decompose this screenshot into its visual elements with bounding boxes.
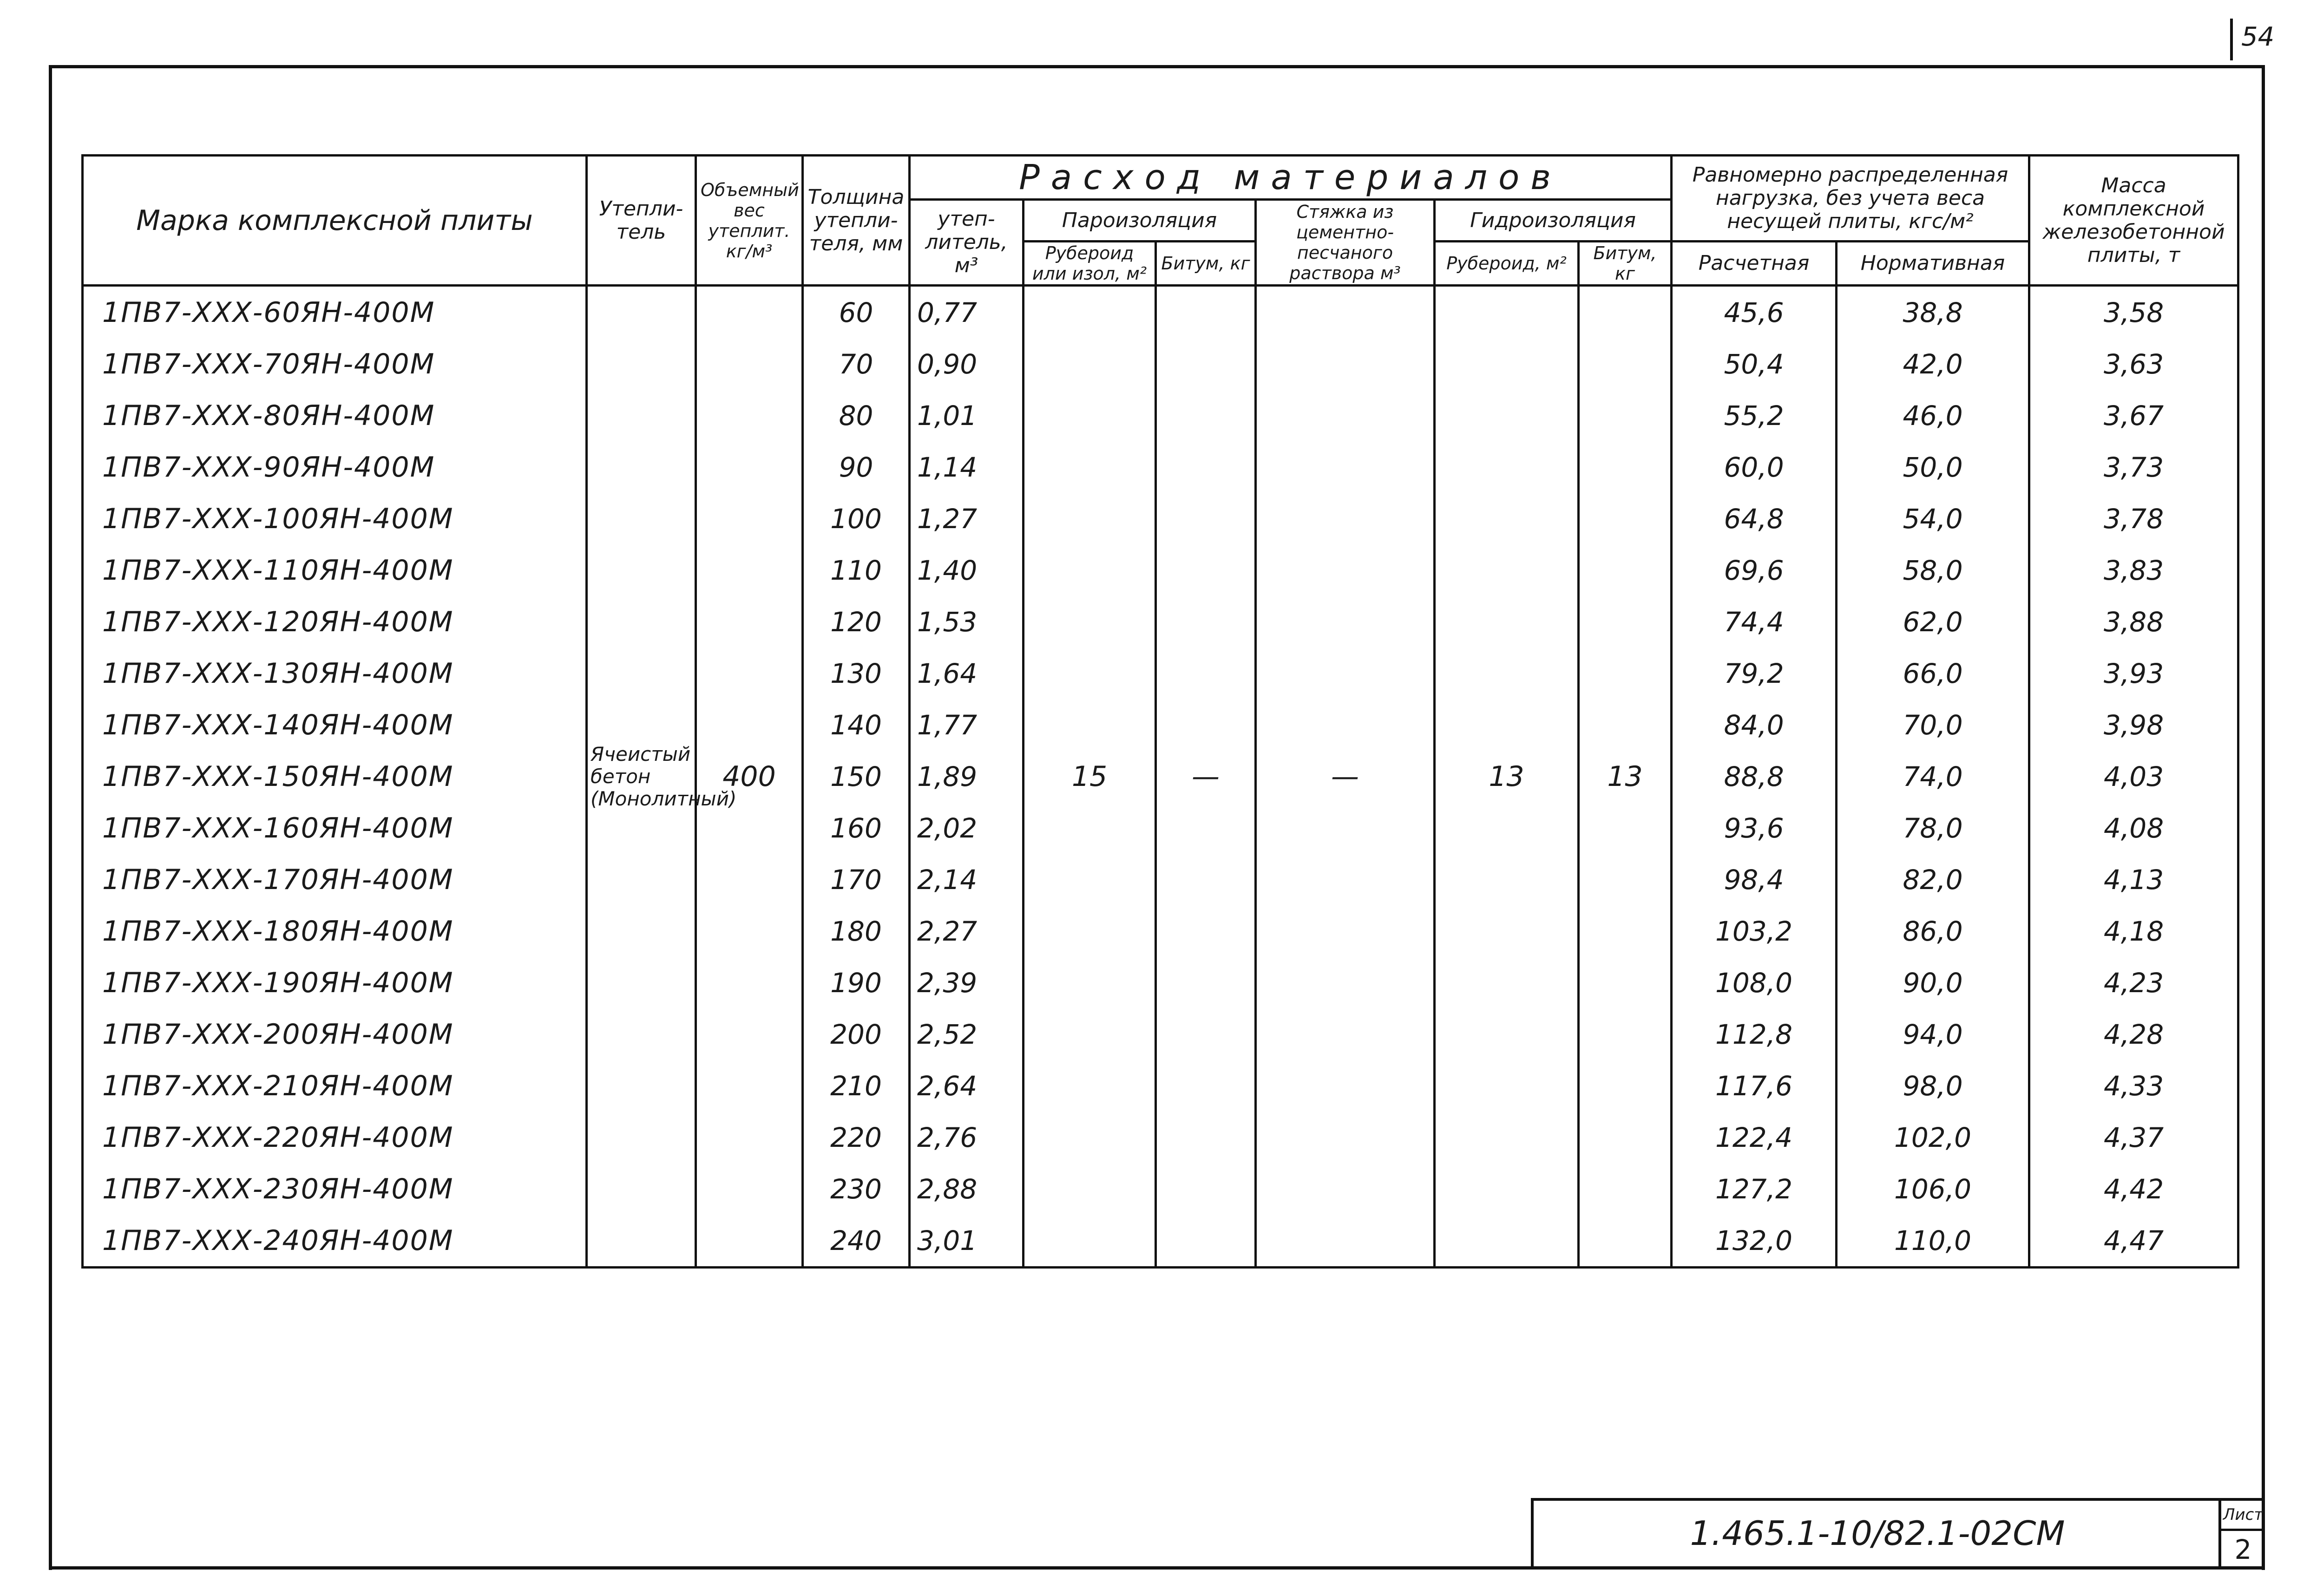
header-paroizolyaciya: Пароизоляция — [1024, 200, 1256, 242]
cell-massa: 3,93 — [2029, 648, 2238, 699]
cell-normativnaya: 70,0 — [1837, 699, 2029, 751]
cell-massa: 3,83 — [2029, 544, 2238, 596]
header-uteplitel: Утепли-тель — [587, 156, 696, 286]
cell-massa: 4,23 — [2029, 957, 2238, 1008]
header-massa: Масса комплексной железобетонной плиты, т — [2029, 156, 2238, 286]
table-row — [83, 286, 2238, 339]
cell-marka: 1ПВ7-ХХХ-180ЯН-400М — [83, 905, 587, 957]
cell-uteplitel-m3: 0,90 — [910, 338, 1024, 390]
cell-uteplitel-m3: 1,89 — [910, 751, 1024, 802]
cell-uteplitel-m3: 2,39 — [910, 957, 1024, 1008]
header-gidroizolyaciya: Гидроизоляция — [1435, 200, 1672, 242]
cell-marka: 1ПВ7-ХХХ-130ЯН-400М — [83, 648, 587, 699]
cell-massa: 3,58 — [2029, 286, 2238, 339]
cell-gidro-ruberoid: 13 — [1435, 286, 1579, 1268]
document-code: 1.465.1-10/82.1-02СМ — [1690, 1514, 2065, 1553]
cell-tolshchina: 220 — [803, 1112, 910, 1163]
cell-massa: 4,47 — [2029, 1215, 2238, 1268]
cell-raschetnaya: 117,6 — [1672, 1060, 1837, 1112]
cell-uteplitel-m3: 1,01 — [910, 390, 1024, 441]
header-uteplitel-m3: утеп-литель, м³ — [910, 200, 1024, 286]
cell-massa: 4,28 — [2029, 1008, 2238, 1060]
cell-tolshchina: 140 — [803, 699, 910, 751]
cell-raschetnaya: 69,6 — [1672, 544, 1837, 596]
cell-raschetnaya: 127,2 — [1672, 1163, 1837, 1215]
cell-massa: 3,67 — [2029, 390, 2238, 441]
cell-raschetnaya: 55,2 — [1672, 390, 1837, 441]
sheet-cell — [2218, 1501, 2265, 1568]
cell-normativnaya: 54,0 — [1837, 493, 2029, 544]
cell-tolshchina: 170 — [803, 854, 910, 905]
cell-normativnaya: 102,0 — [1837, 1112, 2029, 1163]
cell-tolshchina: 230 — [803, 1163, 910, 1215]
cell-normativnaya: 90,0 — [1837, 957, 2029, 1008]
cell-normativnaya: 62,0 — [1837, 596, 2029, 648]
header-bitum-par: Битум, кг — [1156, 242, 1256, 286]
cell-tolshchina: 110 — [803, 544, 910, 596]
cell-uteplitel-m3: 2,27 — [910, 905, 1024, 957]
cell-uteplitel-m3: 3,01 — [910, 1215, 1024, 1268]
cell-raschetnaya: 50,4 — [1672, 338, 1837, 390]
cell-marka: 1ПВ7-ХХХ-80ЯН-400М — [83, 390, 587, 441]
cell-uteplitel-m3: 1,77 — [910, 699, 1024, 751]
cell-normativnaya: 98,0 — [1837, 1060, 2029, 1112]
cell-normativnaya: 50,0 — [1837, 441, 2029, 493]
cell-tolshchina: 80 — [803, 390, 910, 441]
cell-raschetnaya: 74,4 — [1672, 596, 1837, 648]
cell-marka: 1ПВ7-ХХХ-240ЯН-400М — [83, 1215, 587, 1268]
cell-normativnaya: 58,0 — [1837, 544, 2029, 596]
cell-material: Ячеистый бетон (Монолитный) — [587, 286, 696, 1268]
cell-marka: 1ПВ7-ХХХ-150ЯН-400М — [83, 751, 587, 802]
cell-paro-ruberoid: 15 — [1024, 286, 1156, 1268]
header-marka: Марка комплексной плиты — [83, 156, 587, 286]
cell-raschetnaya: 45,6 — [1672, 286, 1837, 339]
cell-marka: 1ПВ7-ХХХ-160ЯН-400М — [83, 802, 587, 854]
cell-tolshchina: 200 — [803, 1008, 910, 1060]
cell-uteplitel-m3: 2,76 — [910, 1112, 1024, 1163]
cell-ves: 400 — [696, 286, 803, 1268]
cell-raschetnaya: 98,4 — [1672, 854, 1837, 905]
cell-raschetnaya: 64,8 — [1672, 493, 1837, 544]
cell-raschetnaya: 79,2 — [1672, 648, 1837, 699]
cell-uteplitel-m3: 1,53 — [910, 596, 1024, 648]
cell-marka: 1ПВ7-ХХХ-220ЯН-400М — [83, 1112, 587, 1163]
cell-tolshchina: 240 — [803, 1215, 910, 1268]
cell-uteplitel-m3: 1,40 — [910, 544, 1024, 596]
cell-tolshchina: 70 — [803, 338, 910, 390]
cell-uteplitel-m3: 2,88 — [910, 1163, 1024, 1215]
materials-table — [81, 154, 2239, 1269]
cell-massa: 3,78 — [2029, 493, 2238, 544]
header-ruberoid-izol: Рубероид или изол, м² — [1024, 242, 1156, 286]
cell-marka: 1ПВ7-ХХХ-120ЯН-400М — [83, 596, 587, 648]
cell-uteplitel-m3: 2,14 — [910, 854, 1024, 905]
page-number: 54 — [2230, 19, 2274, 60]
cell-massa: 4,18 — [2029, 905, 2238, 957]
cell-marka: 1ПВ7-ХХХ-140ЯН-400М — [83, 699, 587, 751]
cell-normativnaya: 42,0 — [1837, 338, 2029, 390]
cell-gidro-bitum: 13 — [1579, 286, 1672, 1268]
cell-marka: 1ПВ7-ХХХ-230ЯН-400М — [83, 1163, 587, 1215]
header-ruberoid-gidro: Рубероид, м² — [1435, 242, 1579, 286]
cell-uteplitel-m3: 2,52 — [910, 1008, 1024, 1060]
cell-uteplitel-m3: 2,64 — [910, 1060, 1024, 1112]
cell-tolshchina: 130 — [803, 648, 910, 699]
cell-normativnaya: 78,0 — [1837, 802, 2029, 854]
cell-marka: 1ПВ7-ХХХ-70ЯН-400М — [83, 338, 587, 390]
cell-marka: 1ПВ7-ХХХ-110ЯН-400М — [83, 544, 587, 596]
cell-marka: 1ПВ7-ХХХ-90ЯН-400М — [83, 441, 587, 493]
cell-uteplitel-m3: 0,77 — [910, 286, 1024, 339]
title-block — [1531, 1498, 2265, 1568]
sheet-number: 2 — [2234, 1534, 2252, 1565]
header-ves: Объемный вес утеплит. кг/м³ — [696, 156, 803, 286]
cell-raschetnaya: 108,0 — [1672, 957, 1837, 1008]
cell-tolshchina: 120 — [803, 596, 910, 648]
cell-tolshchina: 150 — [803, 751, 910, 802]
header-raskhod: Расход материалов — [910, 156, 1672, 200]
cell-raschetnaya: 88,8 — [1672, 751, 1837, 802]
cell-raschetnaya: 103,2 — [1672, 905, 1837, 957]
cell-massa: 3,73 — [2029, 441, 2238, 493]
cell-marka: 1ПВ7-ХХХ-200ЯН-400М — [83, 1008, 587, 1060]
cell-tolshchina: 100 — [803, 493, 910, 544]
cell-tolshchina: 90 — [803, 441, 910, 493]
cell-normativnaya: 38,8 — [1837, 286, 2029, 339]
cell-massa: 3,98 — [2029, 699, 2238, 751]
cell-massa: 3,88 — [2029, 596, 2238, 648]
cell-uteplitel-m3: 2,02 — [910, 802, 1024, 854]
cell-massa: 4,13 — [2029, 854, 2238, 905]
cell-paro-bitum: — — [1156, 286, 1256, 1268]
cell-tolshchina: 190 — [803, 957, 910, 1008]
cell-raschetnaya: 60,0 — [1672, 441, 1837, 493]
cell-massa: 4,37 — [2029, 1112, 2238, 1163]
header-bitum-gidro: Битум, кг — [1579, 242, 1672, 286]
cell-uteplitel-m3: 1,14 — [910, 441, 1024, 493]
cell-tolshchina: 210 — [803, 1060, 910, 1112]
cell-marka: 1ПВ7-ХХХ-100ЯН-400М — [83, 493, 587, 544]
cell-normativnaya: 94,0 — [1837, 1008, 2029, 1060]
cell-tolshchina: 160 — [803, 802, 910, 854]
cell-normativnaya: 66,0 — [1837, 648, 2029, 699]
cell-marka: 1ПВ7-ХХХ-210ЯН-400М — [83, 1060, 587, 1112]
cell-massa: 4,08 — [2029, 802, 2238, 854]
cell-normativnaya: 82,0 — [1837, 854, 2029, 905]
cell-normativnaya: 106,0 — [1837, 1163, 2029, 1215]
cell-normativnaya: 46,0 — [1837, 390, 2029, 441]
cell-uteplitel-m3: 1,27 — [910, 493, 1024, 544]
cell-raschetnaya: 93,6 — [1672, 802, 1837, 854]
cell-marka: 1ПВ7-ХХХ-190ЯН-400М — [83, 957, 587, 1008]
header-tolshchina: Толщина утепли-теля, мм — [803, 156, 910, 286]
cell-styazhka: — — [1256, 286, 1435, 1268]
cell-massa: 4,42 — [2029, 1163, 2238, 1215]
cell-marka: 1ПВ7-ХХХ-60ЯН-400М — [83, 286, 587, 339]
cell-tolshchina: 180 — [803, 905, 910, 957]
cell-tolshchina: 60 — [803, 286, 910, 339]
cell-raschetnaya: 132,0 — [1672, 1215, 1837, 1268]
cell-normativnaya: 74,0 — [1837, 751, 2029, 802]
header-nagruzka: Равномерно распределенная нагрузка, без учета веса несущей плиты, кгс/м² — [1672, 156, 2029, 242]
cell-massa: 3,63 — [2029, 338, 2238, 390]
cell-normativnaya: 86,0 — [1837, 905, 2029, 957]
cell-massa: 4,03 — [2029, 751, 2238, 802]
cell-normativnaya: 110,0 — [1837, 1215, 2029, 1268]
header-normativnaya: Нормативная — [1837, 242, 2029, 286]
header-raschetnaya: Расчетная — [1672, 242, 1837, 286]
cell-raschetnaya: 122,4 — [1672, 1112, 1837, 1163]
cell-uteplitel-m3: 1,64 — [910, 648, 1024, 699]
cell-raschetnaya: 84,0 — [1672, 699, 1837, 751]
header-styazhka: Стяжка из цементно-песчаного раствора м³ — [1256, 200, 1435, 286]
cell-raschetnaya: 112,8 — [1672, 1008, 1837, 1060]
cell-marka: 1ПВ7-ХХХ-170ЯН-400М — [83, 854, 587, 905]
cell-massa: 4,33 — [2029, 1060, 2238, 1112]
sheet-label: Лист — [2221, 1501, 2265, 1531]
